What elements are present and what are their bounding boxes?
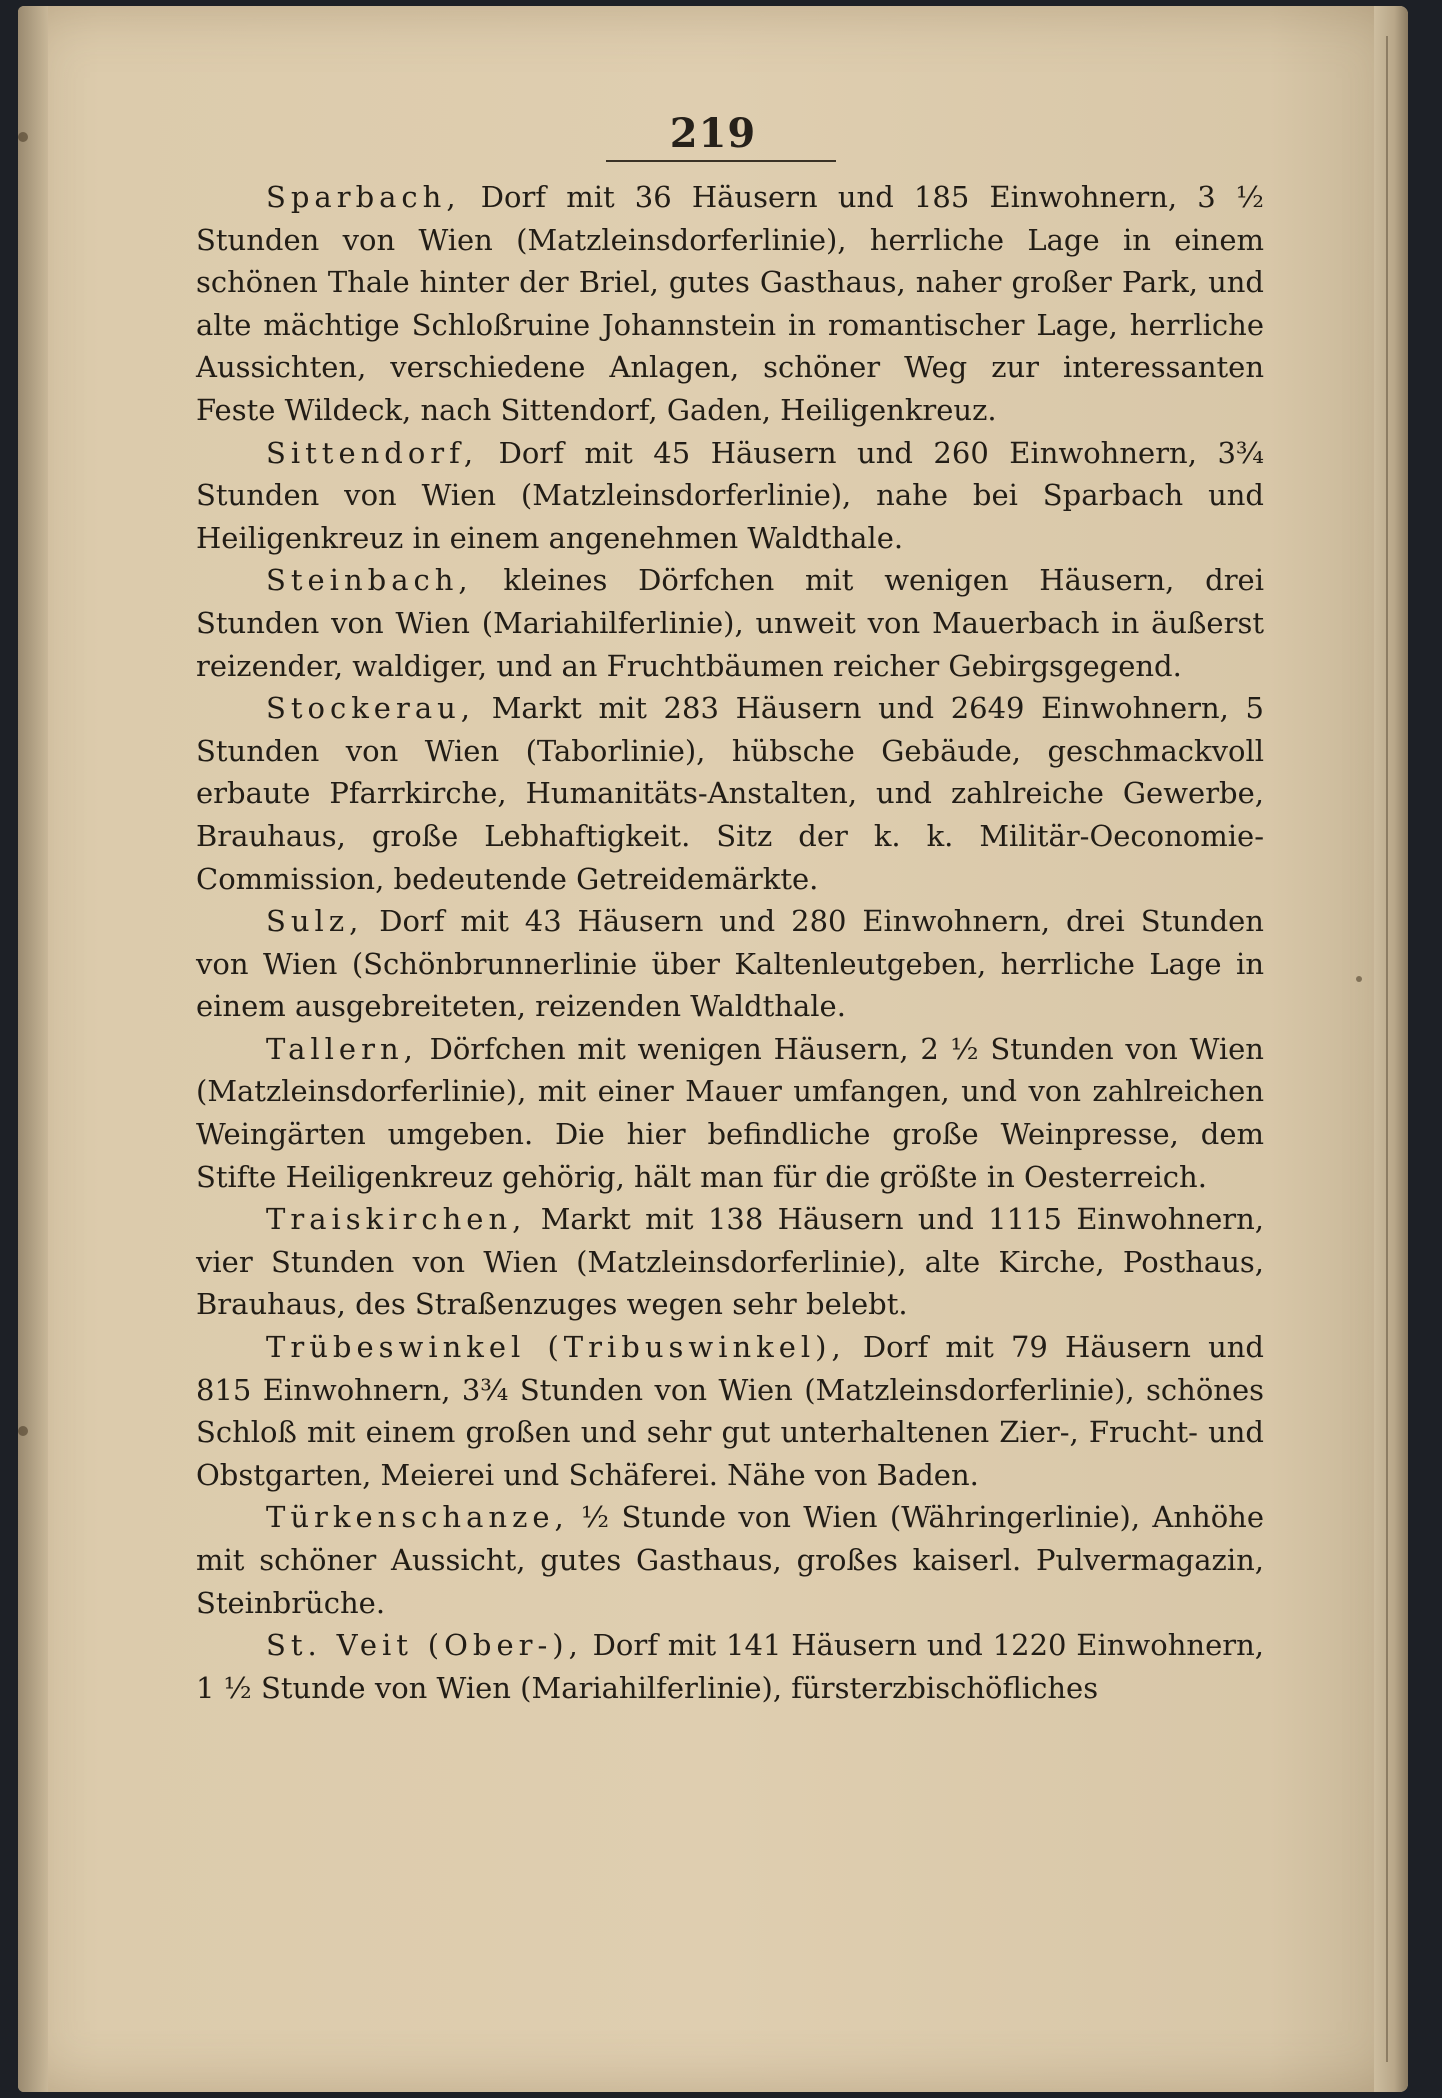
entry-heading: Traiskirchen,: [266, 1202, 527, 1237]
entry-body: Dorf mit 79 Häusern und 815 Einwohnern, 3¾ Stunden von Wien (Matzleinsdorferlinie), schönes Schloß mit einem großen und sehr gut unterhaltenen Zier-, Frucht- und Obstgarten, Meierei und Schäferei. Nähe von Baden.: [196, 1330, 1264, 1492]
entry-body: Markt mit 138 Häusern und 1115 Einwohnern, vier Stunden von Wien (Matzleinsdorferlinie), alte Kirche, Posthaus, Brauhaus, des Straßenzuges wegen sehr belebt.: [196, 1202, 1264, 1322]
entry-heading: Sulz,: [266, 904, 364, 939]
ink-speck: [18, 1426, 28, 1436]
entry-traiskirchen: [196, 1198, 1264, 1326]
entry-body: Dorf mit 43 Häusern und 280 Einwohnern, drei Stunden von Wien (Schönbrunnerlinie über Kaltenleutgeben, herrliche Lage in einem ausgebreiteten, reizenden Waldthale.: [196, 904, 1264, 1024]
entry-body: Dorf mit 36 Häusern und 185 Einwohnern, 3 ½ Stunden von Wien (Matzleinsdorferlinie), herrliche Lage in einem schönen Thale hinter der Briel, gutes Gasthaus, naher großer Park, und alte mächtige Schloßruine Johannstein in romantischer Lage, herrliche Aussichten, verschiedene Anlagen, schöner Weg zur interessanten Feste Wildeck, nach Sittendorf, Gaden, Heiligenkreuz.: [196, 180, 1264, 427]
page-gutter: [18, 6, 48, 2092]
entry-st-veit: [196, 1624, 1264, 1709]
entry-heading: Tallern,: [266, 1031, 418, 1066]
entry-body: Markt mit 283 Häusern und 2649 Einwohnern, 5 Stunden von Wien (Taborlinie), hübsche Gebäude, geschmackvoll erbaute Pfarrkirche, Humanitäts-Anstalten, und zahlreiche Gewerbe, Brauhaus, große Lebhaftigkeit. Sitz der k. k. Militär-Oeconomie-Commission, bedeutende Getreidemärkte.: [196, 691, 1264, 896]
entry-truebeswinkel: [196, 1326, 1264, 1496]
book-page: [18, 6, 1408, 2092]
page-number-rule: [606, 160, 836, 162]
entry-body: Dorf mit 141 Häusern und 1220 Einwohnern, 1 ½ Stunde von Wien (Mariahilferlinie), fürsterzbischöfliches: [196, 1628, 1264, 1705]
entry-body: kleines Dörfchen mit wenigen Häusern, drei Stunden von Wien (Mariahilferlinie), unweit von Mauerbach in äußerst reizender, waldiger, und an Fruchtbäumen reicher Gebirgsgegend.: [196, 563, 1264, 683]
page-number: 219: [669, 110, 757, 157]
entry-tuerkenschanze: [196, 1496, 1264, 1624]
entry-heading: Trübeswinkel (Tribuswinkel),: [266, 1330, 846, 1365]
entry-heading: Steinbach,: [266, 563, 473, 598]
entry-heading: Türkenschanze,: [266, 1500, 569, 1535]
entry-sulz: [196, 900, 1264, 1028]
ink-speck: [1356, 976, 1362, 982]
entry-heading: Sittendorf,: [266, 435, 479, 470]
entry-heading: Sparbach,: [266, 180, 461, 214]
entry-stockerau: [196, 687, 1264, 900]
page-edge: [1374, 6, 1408, 2092]
entry-body: Dorf mit 45 Häusern und 260 Einwohnern, 3¾ Stunden von Wien (Matzleinsdorferlinie), nahe bei Sparbach und Heiligenkreuz in einem angenehmen Waldthale.: [196, 435, 1264, 555]
entry-heading: St. Veit (Ober-),: [266, 1628, 583, 1663]
binding-line: [1386, 36, 1388, 2062]
entry-tallern: [196, 1028, 1264, 1198]
entry-body: Dörfchen mit wenigen Häusern, 2 ½ Stunden von Wien (Matzleinsdorferlinie), mit einer Mauer umfangen, und von zahlreichen Weingärten umgeben. Die hier befindliche große Weinpresse, dem Stifte Heiligenkreuz gehörig, hält man für die größte in Oesterreich.: [196, 1031, 1264, 1194]
entry-steinbach: [196, 559, 1264, 687]
entry-body: ½ Stunde von Wien (Währingerlinie), Anhöhe mit schöner Aussicht, gutes Gasthaus, großes kaiserl. Pulvermagazin, Steinbrüche.: [196, 1500, 1264, 1620]
entry-heading: Stockerau,: [266, 691, 476, 726]
entry-sittendorf: [196, 432, 1264, 560]
entry-sparbach: [196, 176, 1264, 432]
body-text: [196, 176, 1264, 1709]
